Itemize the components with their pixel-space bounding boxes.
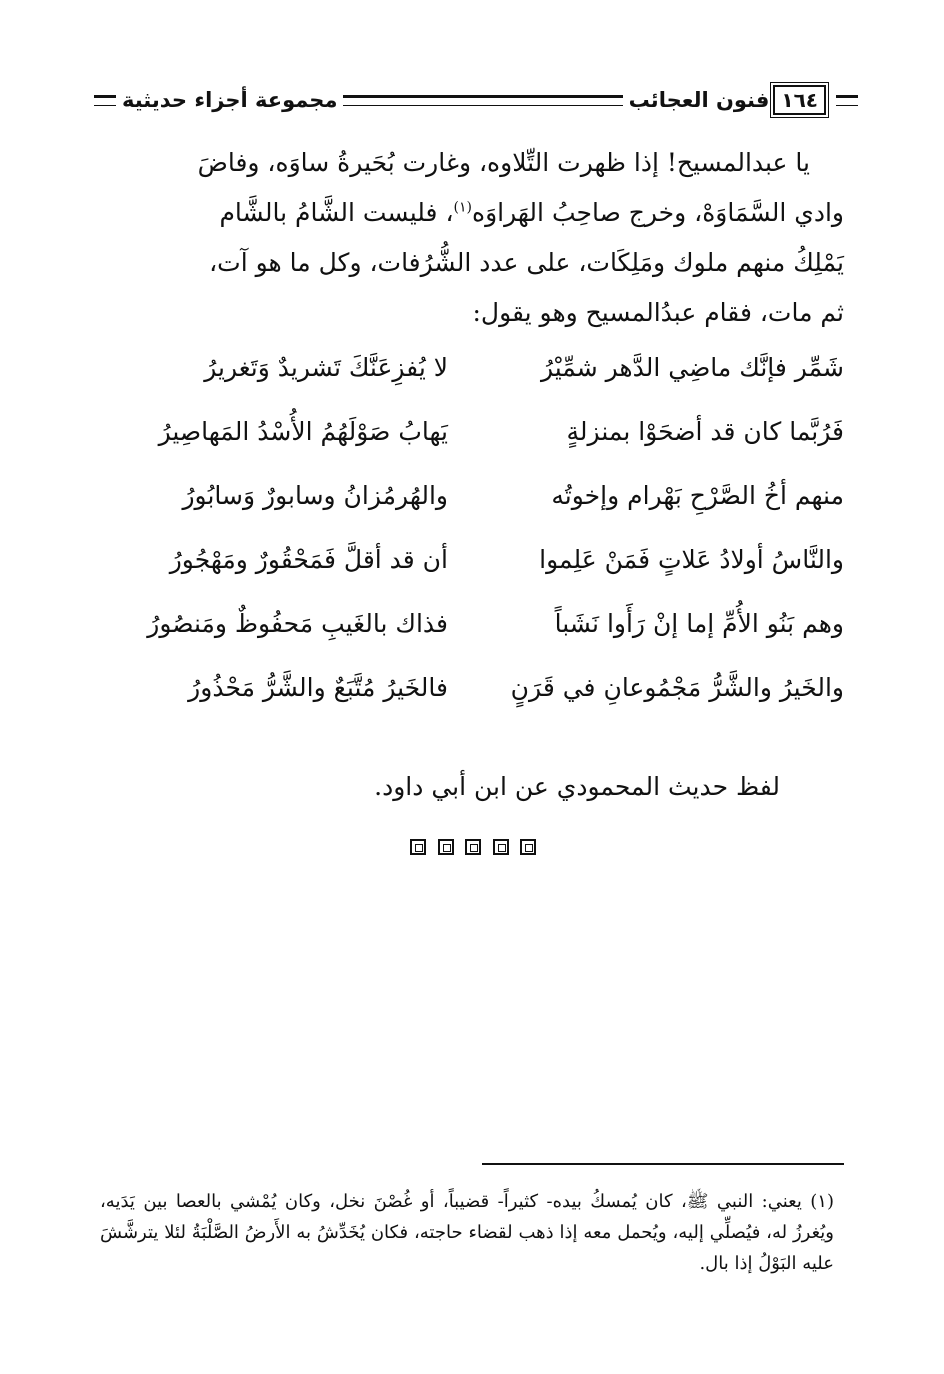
- verse-second-hemistich: فذاك بالغَيبِ مَحفُوظٌ ومَنصُورُ: [147, 609, 448, 638]
- footnote-separator: [482, 1163, 844, 1165]
- body-paragraph: [100, 138, 844, 338]
- verse-second-hemistich: أن قد أقلَّ فَمَحْقُورٌ ومَهْجُورُ: [169, 545, 448, 574]
- verse-first-hemistich: شَمِّر فإنَّك ماضِي الدَّهر شمِّيْرُ: [540, 353, 844, 382]
- verse-second-hemistich: والهُرمُزانُ وسابورٌ وَسابُورُ: [182, 481, 448, 510]
- verse-first-hemistich: وهم بَنُو الأُمِّ إما إنْ رَأَوا نَشَباً: [554, 609, 844, 638]
- verse-first-hemistich: والخَيرُ والشَّرُّ مَجْمُوعانِ في قَرَنٍ: [510, 673, 844, 702]
- series-title: مجموعة أجزاء حديثية: [122, 88, 338, 112]
- ornament-square: [438, 839, 454, 855]
- footnote-marker: (١): [810, 1191, 834, 1212]
- prose-line: ثم مات، فقام عبدُالمسيح وهو يقول:: [472, 298, 844, 327]
- poem-verse: [100, 468, 848, 532]
- footnote-reference[interactable]: (١): [453, 199, 472, 216]
- header-rule: [836, 95, 858, 106]
- footnote: [100, 1186, 834, 1279]
- verse-second-hemistich: فالخَيرُ مُتَّبَعٌ والشَّرُّ مَحْذُورُ: [188, 673, 448, 702]
- verse-second-hemistich: يَهابُ صَوْلَهُمُ الأُسْدُ المَهاصِيرُ: [158, 417, 448, 446]
- prose-line: يا عبدالمسيح! إذا ظهرت التِّلاوه، وغارت بُحَيرةُ ساوَه، وفاضَ: [197, 148, 810, 177]
- verse-first-hemistich: منهم أخُ الصَّرْحِ بَهْرام وإخوتُه: [551, 481, 844, 510]
- prose-line: يَمْلِكُ منهم ملوك ومَلِكَات، على عدد الشُّرُفات، وكل ما هو آت،: [209, 248, 844, 277]
- poem-verse: [100, 340, 848, 404]
- ornament-square: [493, 839, 509, 855]
- section-ornament: [410, 835, 536, 859]
- poem-verse: [100, 404, 848, 468]
- verse-second-hemistich: لا يُفزِعَنَّكَ تَشريدٌ وَتَغريرُ: [204, 353, 448, 382]
- poem-verse: [100, 532, 848, 596]
- verse-first-hemistich: فَرُبَّما كان قد أضحَوْا بمنزلةٍ: [566, 417, 844, 446]
- footnote-text: يعني: النبي ﷺ، كان يُمسكُ بيده- كثيراً- قضيباً، أو غُصْنَ نخل، وكان يُمْشي بالعصا بين يَدَيه، ويُغرزُ له، فيُصلِّي إليه، ويُحمل معه إذا ذهب لقضاء حاجته، فكان يُخَدِّشُ به الأَرضُ الصَّلْبَةُ لئلا يترشَّشَ عليه البَوْلُ إذا بال.: [100, 1191, 834, 1274]
- page-number: ١٦٤: [773, 85, 826, 115]
- verse-first-hemistich: والنَّاسُ أولادُ عَلاتٍ فَمَنْ عَلِموا: [539, 545, 844, 574]
- poem-verse: [100, 660, 848, 724]
- closing-line: لفظ حديث المحمودي عن ابن أبي داود.: [374, 772, 780, 801]
- ornament-square: [410, 839, 426, 855]
- ornament-square: [465, 839, 481, 855]
- ornament-square: [520, 839, 536, 855]
- prose-line: وادي السَّمَاوَهْ، وخرج صاحِبُ الهَراوَه$^{(١)}$، فليست الشَّامُ بالشَّام: [219, 198, 844, 227]
- poem-verse: [100, 596, 848, 660]
- header-rule: [94, 95, 116, 106]
- book-title: فنون العجائب: [628, 88, 770, 112]
- running-header: [88, 80, 864, 120]
- poem: [100, 340, 848, 724]
- header-rule: [343, 95, 622, 106]
